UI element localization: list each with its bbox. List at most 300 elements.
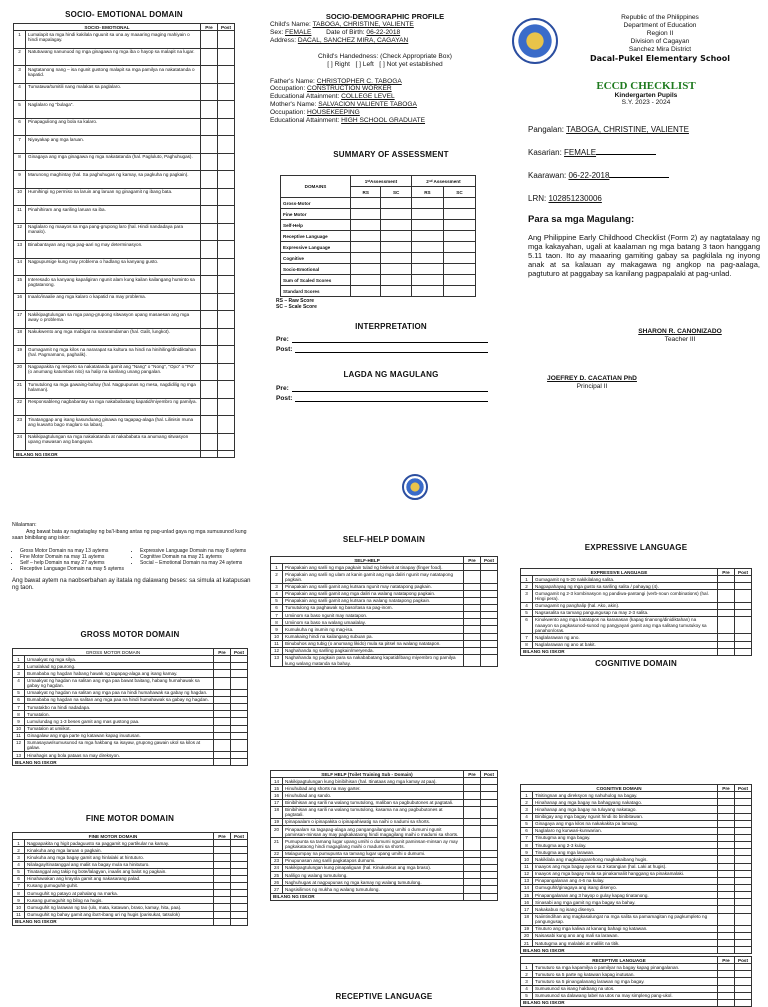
pre-score-cell[interactable] <box>201 136 218 154</box>
post-score-cell[interactable] <box>735 906 752 913</box>
post-score-cell[interactable] <box>481 633 498 640</box>
post-score-cell[interactable] <box>218 118 235 136</box>
summary-score-cell[interactable] <box>443 275 475 286</box>
pre-score-cell[interactable] <box>718 932 735 939</box>
pre-score-cell[interactable] <box>201 188 218 206</box>
pre-score-cell[interactable] <box>214 904 231 911</box>
pre-score-cell[interactable] <box>214 663 231 670</box>
summary-score-cell[interactable] <box>351 264 381 275</box>
post-score-cell[interactable] <box>231 897 248 904</box>
pre-score-cell[interactable] <box>464 818 481 825</box>
post-score-cell[interactable] <box>481 806 498 818</box>
pre-score-cell[interactable] <box>201 311 218 329</box>
summary-score-cell[interactable] <box>351 220 381 231</box>
post-score-cell[interactable] <box>481 850 498 857</box>
post-score-cell[interactable] <box>218 311 235 329</box>
pre-score-cell[interactable] <box>214 732 231 739</box>
pre-score-cell[interactable] <box>201 118 218 136</box>
pre-score-cell[interactable] <box>214 854 231 861</box>
post-score-cell[interactable] <box>231 663 248 670</box>
pre-score-cell[interactable] <box>464 785 481 792</box>
summary-score-cell[interactable] <box>411 220 443 231</box>
post-score-cell[interactable] <box>218 188 235 206</box>
pre-score-cell[interactable] <box>214 752 231 759</box>
pre-score-cell[interactable] <box>201 258 218 276</box>
domain-count-item: • Fine Motor Domain na may 11 aytems <box>20 554 132 560</box>
pre-score-cell[interactable] <box>201 101 218 119</box>
summary-score-cell[interactable] <box>351 253 381 264</box>
post-score-cell[interactable] <box>481 886 498 893</box>
post-score-cell[interactable] <box>735 985 752 992</box>
post-score-cell[interactable] <box>735 884 752 891</box>
pre-score-cell[interactable] <box>201 153 218 171</box>
pre-score-cell[interactable] <box>214 875 231 882</box>
post-score-cell[interactable] <box>481 654 498 666</box>
pre-score-cell[interactable] <box>214 847 231 854</box>
post-total-cell[interactable] <box>735 999 752 1006</box>
pre-score-cell[interactable] <box>718 634 735 641</box>
summary-score-cell[interactable] <box>411 209 443 220</box>
summary-score-cell[interactable] <box>381 264 411 275</box>
pre-score-cell[interactable] <box>718 827 735 834</box>
post-score-cell[interactable] <box>481 785 498 792</box>
pre-score-cell[interactable] <box>464 564 481 571</box>
pre-score-cell[interactable] <box>718 877 735 884</box>
post-score-cell[interactable] <box>735 602 752 609</box>
post-score-cell[interactable] <box>481 778 498 785</box>
post-score-cell[interactable] <box>231 689 248 696</box>
pre-score-cell[interactable] <box>718 583 735 590</box>
summary-score-cell[interactable] <box>411 264 443 275</box>
interp-pre-line[interactable] <box>292 336 488 343</box>
pre-score-cell[interactable] <box>214 840 231 847</box>
summary-score-cell[interactable] <box>351 286 381 297</box>
pre-score-cell[interactable] <box>464 879 481 886</box>
pre-score-cell[interactable] <box>464 633 481 640</box>
post-score-cell[interactable] <box>218 171 235 189</box>
table-row <box>14 83 235 101</box>
post-score-cell[interactable] <box>231 847 248 854</box>
pre-score-cell[interactable] <box>201 223 218 241</box>
pre-score-cell[interactable] <box>201 433 218 451</box>
post-score-cell[interactable] <box>231 840 248 847</box>
post-score-cell[interactable] <box>218 31 235 49</box>
pre-score-cell[interactable] <box>201 346 218 364</box>
post-score-cell[interactable] <box>231 725 248 732</box>
pre-score-cell[interactable] <box>464 619 481 626</box>
post-score-cell[interactable] <box>218 416 235 434</box>
item-number: 1 <box>521 964 533 971</box>
post-score-cell[interactable] <box>231 904 248 911</box>
post-score-cell[interactable] <box>481 792 498 799</box>
total-row <box>14 451 235 458</box>
post-score-cell[interactable] <box>218 241 235 259</box>
post-score-cell[interactable] <box>231 861 248 868</box>
post-score-cell[interactable] <box>218 83 235 101</box>
pre-score-cell[interactable] <box>718 609 735 616</box>
item-number: 25 <box>271 872 283 879</box>
post-score-cell[interactable] <box>481 826 498 838</box>
summary-score-cell[interactable] <box>411 198 443 209</box>
post-score-cell[interactable] <box>735 641 752 648</box>
post-score-cell[interactable] <box>218 328 235 346</box>
post-score-cell[interactable] <box>735 971 752 978</box>
summary-score-cell[interactable] <box>443 242 475 253</box>
pre-score-cell[interactable] <box>718 813 735 820</box>
summary-score-cell[interactable] <box>351 275 381 286</box>
post-score-cell[interactable] <box>231 670 248 677</box>
pre-score-cell[interactable] <box>464 571 481 583</box>
post-score-cell[interactable] <box>735 892 752 899</box>
pre-score-cell[interactable] <box>718 992 735 999</box>
post-score-cell[interactable] <box>231 677 248 689</box>
item-number: 9 <box>13 718 25 725</box>
post-score-cell[interactable] <box>481 626 498 633</box>
summary-score-cell[interactable] <box>443 264 475 275</box>
pre-score-cell[interactable] <box>464 857 481 864</box>
post-score-cell[interactable] <box>218 398 235 416</box>
summary-score-cell[interactable] <box>443 220 475 231</box>
pre-score-cell[interactable] <box>214 882 231 889</box>
post-score-cell[interactable] <box>735 964 752 971</box>
summary-score-cell[interactable] <box>443 253 475 264</box>
pre-score-cell[interactable] <box>464 647 481 654</box>
post-score-cell[interactable] <box>481 612 498 619</box>
pre-score-cell[interactable] <box>718 799 735 806</box>
pangalan-label: Pangalan: <box>528 125 565 134</box>
pre-score-cell[interactable] <box>464 792 481 799</box>
pre-score-cell[interactable] <box>201 48 218 66</box>
pre-score-cell[interactable] <box>201 241 218 259</box>
item-number: 3 <box>14 66 26 84</box>
post-total-cell[interactable] <box>481 893 498 900</box>
pre-score-cell[interactable] <box>201 398 218 416</box>
post-score-cell[interactable] <box>231 911 248 918</box>
post-score-cell[interactable] <box>231 718 248 725</box>
domain-count-left <box>12 548 132 573</box>
pre-score-cell[interactable] <box>718 906 735 913</box>
pre-score-cell[interactable] <box>718 590 735 602</box>
post-score-cell[interactable] <box>481 604 498 611</box>
post-score-cell[interactable] <box>218 363 235 381</box>
post-score-cell[interactable] <box>231 890 248 897</box>
post-score-cell[interactable] <box>218 381 235 399</box>
pre-score-cell[interactable] <box>201 276 218 294</box>
post-score-cell[interactable] <box>735 849 752 856</box>
summary-score-cell[interactable] <box>381 253 411 264</box>
pre-score-cell[interactable] <box>201 363 218 381</box>
post-score-cell[interactable] <box>735 799 752 806</box>
post-score-cell[interactable] <box>735 899 752 906</box>
post-score-cell[interactable] <box>735 576 752 583</box>
handedness-options[interactable]: [ ] Right [ ] Left [ ] Not yet established <box>327 60 443 68</box>
post-score-cell[interactable] <box>231 656 248 663</box>
pre-score-cell[interactable] <box>718 985 735 992</box>
pre-score-cell[interactable] <box>214 890 231 897</box>
pre-score-cell[interactable] <box>718 849 735 856</box>
pre-score-cell[interactable] <box>718 602 735 609</box>
pre-score-cell[interactable] <box>201 293 218 311</box>
pre-score-cell[interactable] <box>201 206 218 224</box>
post-total-cell[interactable] <box>735 947 752 954</box>
pre-score-cell[interactable] <box>464 626 481 633</box>
pre-total-cell[interactable] <box>718 999 735 1006</box>
item-text: Naglalaro ng kunwari-kunwarian. <box>533 827 718 834</box>
post-score-cell[interactable] <box>735 940 752 947</box>
post-score-cell[interactable] <box>218 101 235 119</box>
post-score-cell[interactable] <box>231 711 248 718</box>
pre-score-cell[interactable] <box>214 718 231 725</box>
summary-score-cell[interactable] <box>411 231 443 242</box>
mother-occ-row <box>270 109 500 117</box>
post-score-cell[interactable] <box>481 597 498 604</box>
pre-score-cell[interactable] <box>718 806 735 813</box>
post-score-cell[interactable] <box>735 863 752 870</box>
table-row <box>521 849 752 856</box>
summary-row <box>281 242 476 253</box>
post-score-cell[interactable] <box>735 856 752 863</box>
pre-score-cell[interactable] <box>464 826 481 838</box>
post-score-cell[interactable] <box>231 696 248 703</box>
pre-score-cell[interactable] <box>464 778 481 785</box>
pre-score-cell[interactable] <box>214 897 231 904</box>
post-total-cell[interactable] <box>231 918 248 925</box>
post-score-cell[interactable] <box>735 616 752 633</box>
post-score-cell[interactable] <box>231 875 248 882</box>
republic-text: Republic of the Philippines <box>621 14 699 21</box>
post-score-cell[interactable] <box>481 838 498 850</box>
pre-score-cell[interactable] <box>718 884 735 891</box>
post-score-cell[interactable] <box>735 834 752 841</box>
teacher-signature <box>600 328 760 343</box>
pre-score-cell[interactable] <box>464 872 481 879</box>
pre-score-cell[interactable] <box>214 725 231 732</box>
pre-score-cell[interactable] <box>214 696 231 703</box>
post-score-cell[interactable] <box>481 879 498 886</box>
pre-score-cell[interactable] <box>718 863 735 870</box>
summary-score-cell[interactable] <box>381 209 411 220</box>
post-score-cell[interactable] <box>735 925 752 932</box>
pre-score-cell[interactable] <box>214 677 231 689</box>
summary-score-cell[interactable] <box>443 198 475 209</box>
pre-total-cell[interactable] <box>214 759 231 766</box>
summary-score-cell[interactable] <box>443 209 475 220</box>
pre-score-cell[interactable] <box>214 911 231 918</box>
item-text: Nakikipagtulungan sa mga nakakatanda at nakababata sa anumang sitwasyon upang mawasan ang bangayan. <box>26 433 201 451</box>
pre-score-cell[interactable] <box>214 868 231 875</box>
table-row <box>14 188 235 206</box>
post-score-cell[interactable] <box>735 590 752 602</box>
summary-score-cell[interactable] <box>411 242 443 253</box>
summary-score-cell[interactable] <box>381 231 411 242</box>
pre-total-cell[interactable] <box>718 648 735 655</box>
pre-score-cell[interactable] <box>464 583 481 590</box>
post-score-cell[interactable] <box>218 48 235 66</box>
pre-score-cell[interactable] <box>718 978 735 985</box>
post-score-cell[interactable] <box>218 66 235 84</box>
post-total-cell[interactable] <box>218 451 235 458</box>
pre-score-cell[interactable] <box>718 870 735 877</box>
post-score-cell[interactable] <box>481 864 498 871</box>
post-score-cell[interactable] <box>735 877 752 884</box>
summary-score-cell[interactable] <box>381 198 411 209</box>
pre-score-cell[interactable] <box>464 838 481 850</box>
table-row <box>521 925 752 932</box>
post-score-cell[interactable] <box>231 704 248 711</box>
pre-score-cell[interactable] <box>464 590 481 597</box>
item-text: Naglalarawan ng ano at bakit. <box>533 641 718 648</box>
post-score-cell[interactable] <box>735 583 752 590</box>
post-score-cell[interactable] <box>218 433 235 451</box>
total-label: BILANG NG ISKOR <box>271 893 464 900</box>
lagda-post-line[interactable] <box>295 395 488 402</box>
summary-score-cell[interactable] <box>351 198 381 209</box>
post-score-cell[interactable] <box>735 992 752 999</box>
post-score-cell[interactable] <box>218 293 235 311</box>
pre-total-cell[interactable] <box>718 947 735 954</box>
post-score-cell[interactable] <box>231 854 248 861</box>
pre-score-cell[interactable] <box>201 31 218 49</box>
pre-total-cell[interactable] <box>214 918 231 925</box>
post-total-cell[interactable] <box>231 759 248 766</box>
item-text: Tumatalon. <box>25 711 214 718</box>
post-score-cell[interactable] <box>218 153 235 171</box>
summary-score-cell[interactable] <box>381 220 411 231</box>
post-score-cell[interactable] <box>231 732 248 739</box>
pre-score-cell[interactable] <box>718 792 735 799</box>
pre-score-cell[interactable] <box>464 850 481 857</box>
post-score-cell[interactable] <box>735 609 752 616</box>
pre-score-cell[interactable] <box>718 940 735 947</box>
pre-score-cell[interactable] <box>718 964 735 971</box>
pre-score-cell[interactable] <box>201 66 218 84</box>
post-score-cell[interactable] <box>481 619 498 626</box>
pre-score-cell[interactable] <box>718 971 735 978</box>
post-score-cell[interactable] <box>231 739 248 751</box>
post-score-cell[interactable] <box>481 583 498 590</box>
post-score-cell[interactable] <box>481 571 498 583</box>
summary-score-cell[interactable] <box>411 275 443 286</box>
post-score-cell[interactable] <box>481 799 498 806</box>
pre-score-cell[interactable] <box>718 856 735 863</box>
post-score-cell[interactable] <box>231 752 248 759</box>
item-text: Hinahanap ang mga bagay na bahagyang nakatago. <box>533 799 718 806</box>
pre-score-cell[interactable] <box>201 328 218 346</box>
post-total-cell[interactable] <box>735 648 752 655</box>
post-score-cell[interactable] <box>481 872 498 879</box>
pre-score-cell[interactable] <box>464 604 481 611</box>
pre-score-cell[interactable] <box>718 925 735 932</box>
summary-score-cell[interactable] <box>381 275 411 286</box>
pre-total-cell[interactable] <box>464 893 481 900</box>
pre-score-cell[interactable] <box>464 864 481 871</box>
pre-score-cell[interactable] <box>718 641 735 648</box>
post-score-cell[interactable] <box>481 647 498 654</box>
pre-score-cell[interactable] <box>718 616 735 633</box>
pre-score-cell[interactable] <box>214 711 231 718</box>
post-score-cell[interactable] <box>481 590 498 597</box>
pre-score-cell[interactable] <box>214 656 231 663</box>
pre-score-cell[interactable] <box>201 171 218 189</box>
pre-score-cell[interactable] <box>464 612 481 619</box>
pre-score-cell[interactable] <box>718 899 735 906</box>
fm-header: FINE MOTOR DOMAIN <box>13 833 214 840</box>
pre-score-cell[interactable] <box>718 842 735 849</box>
pre-score-cell[interactable] <box>464 799 481 806</box>
item-text: Nagpapakita ng respeto sa nakatatanda gamit ang "Nang" o "Nong", "Opo" o "Po" (o anumang katumbas nito) sa halip na kanilang unang pangalan. <box>26 363 201 381</box>
post-score-cell[interactable] <box>735 634 752 641</box>
post-score-cell[interactable] <box>735 792 752 799</box>
item-number: 7 <box>13 704 25 711</box>
pre-score-cell[interactable] <box>214 670 231 677</box>
summary-score-cell[interactable] <box>381 242 411 253</box>
post-score-cell[interactable] <box>481 857 498 864</box>
pre-score-cell[interactable] <box>464 640 481 647</box>
pre-score-cell[interactable] <box>718 892 735 899</box>
pre-score-cell[interactable] <box>464 806 481 818</box>
summary-score-cell[interactable] <box>381 286 411 297</box>
post-score-cell[interactable] <box>735 978 752 985</box>
pre-score-cell[interactable] <box>214 689 231 696</box>
pre-score-cell[interactable] <box>464 886 481 893</box>
post-score-cell[interactable] <box>735 913 752 925</box>
interp-post-line[interactable] <box>295 346 488 353</box>
pre-score-cell[interactable] <box>718 576 735 583</box>
summary-score-cell[interactable] <box>443 231 475 242</box>
post-score-cell[interactable] <box>735 806 752 813</box>
item-text: Kusang gumuguhit ng bilog na hugis. <box>25 897 214 904</box>
post-score-cell[interactable] <box>218 258 235 276</box>
post-score-cell[interactable] <box>231 868 248 875</box>
post-score-cell[interactable] <box>735 813 752 820</box>
post-score-cell[interactable] <box>481 640 498 647</box>
lagda-pre-line[interactable] <box>292 385 488 392</box>
item-number: 23 <box>271 857 283 864</box>
post-score-cell[interactable] <box>218 136 235 154</box>
post-score-cell[interactable] <box>218 276 235 294</box>
summary-score-cell[interactable] <box>443 286 475 297</box>
post-score-cell[interactable] <box>481 564 498 571</box>
post-score-cell[interactable] <box>218 206 235 224</box>
summary-score-cell[interactable] <box>411 286 443 297</box>
pre-score-cell[interactable] <box>201 381 218 399</box>
pre-score-cell[interactable] <box>214 704 231 711</box>
post-score-cell[interactable] <box>735 820 752 827</box>
pre-score-cell[interactable] <box>464 654 481 666</box>
pre-score-cell[interactable] <box>718 913 735 925</box>
post-score-cell[interactable] <box>735 842 752 849</box>
summary-score-cell[interactable] <box>351 242 381 253</box>
pre-score-cell[interactable] <box>464 597 481 604</box>
post-score-cell[interactable] <box>481 818 498 825</box>
pre-score-cell[interactable] <box>718 820 735 827</box>
post-score-cell[interactable] <box>735 932 752 939</box>
post-score-cell[interactable] <box>231 882 248 889</box>
pre-score-cell[interactable] <box>201 83 218 101</box>
post-score-cell[interactable] <box>218 223 235 241</box>
post-score-cell[interactable] <box>735 870 752 877</box>
post-score-cell[interactable] <box>735 827 752 834</box>
pre-score-cell[interactable] <box>718 834 735 841</box>
pre-total-cell[interactable] <box>201 451 218 458</box>
summary-score-cell[interactable] <box>351 231 381 242</box>
pre-score-cell[interactable] <box>214 861 231 868</box>
pre-score-cell[interactable] <box>214 739 231 751</box>
post-score-cell[interactable] <box>218 346 235 364</box>
summary-score-cell[interactable] <box>351 209 381 220</box>
pre-score-cell[interactable] <box>201 416 218 434</box>
summary-score-cell[interactable] <box>411 253 443 264</box>
